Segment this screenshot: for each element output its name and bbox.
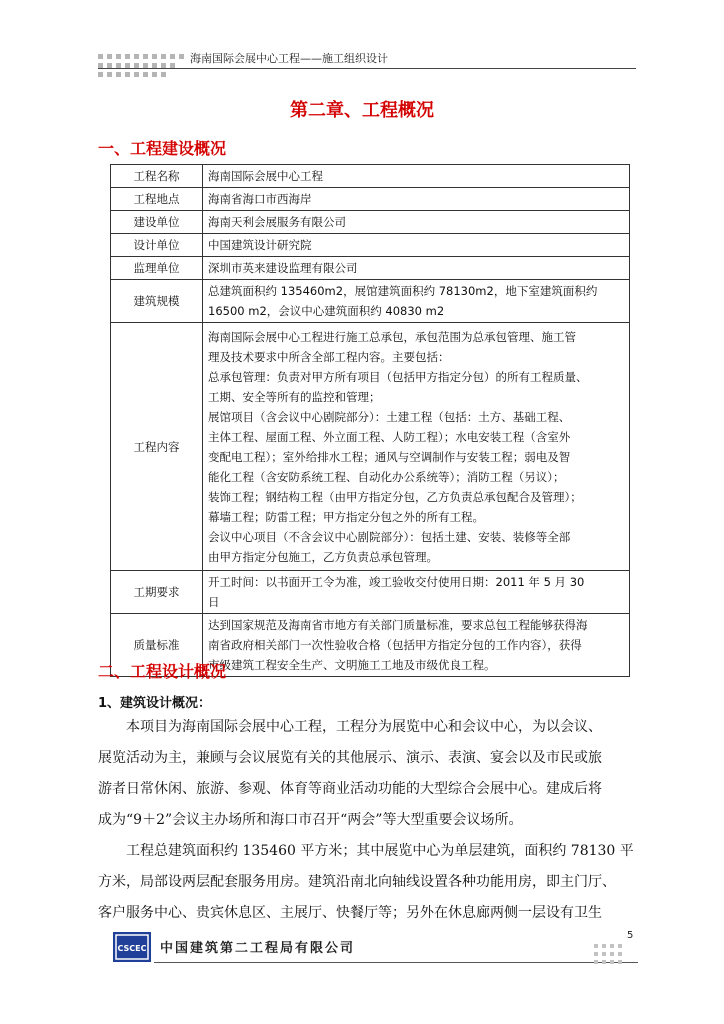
paragraph-line: 游者日常休闲、旅游、参观、体育等商业活动功能的大型综合会展中心。建成后将	[98, 781, 602, 797]
row-label: 建筑规模	[111, 280, 203, 323]
header-divider	[98, 68, 636, 69]
paragraph-line: 工程总建筑面积约 135460 平方米；其中展览中心为单层建筑，面积约 78130 平	[98, 843, 634, 859]
paragraph-area	[98, 836, 638, 929]
table-row	[111, 323, 630, 571]
table-row	[111, 211, 630, 234]
value-line: 深圳市英来建设监理有限公司	[208, 261, 358, 275]
table-row	[111, 571, 630, 614]
paragraph-intro	[98, 712, 638, 836]
row-label: 建设单位	[111, 211, 203, 234]
value-line: 海南省海口市西海岸	[208, 192, 312, 206]
value-line: 会议中心项目（不含会议中心剧院部分）：包括土建、安装、装修等全部	[208, 529, 571, 544]
row-value	[203, 165, 630, 188]
logo-text: CSCEC	[117, 944, 147, 953]
row-value	[203, 211, 630, 234]
value-line: 主体工程、屋面工程、外立面工程、人防工程）；水电安装工程（含室外	[208, 429, 571, 444]
row-label: 工程内容	[111, 323, 203, 571]
company-logo-icon	[113, 932, 151, 962]
value-line: 总建筑面积约 135460m2，展馆建筑面积约 78130m2，地下室建筑面积约	[208, 284, 598, 298]
row-label: 设计单位	[111, 234, 203, 257]
row-label: 工程名称	[111, 165, 203, 188]
row-value	[203, 234, 630, 257]
section-title-design: 二、工程设计概况	[98, 662, 227, 681]
paragraph-line: 客户服务中心、贵宾休息区、主展厅、快餐厅等；另外在休息廊两侧一层设有卫生	[98, 905, 602, 921]
row-label: 监理单位	[111, 257, 203, 280]
value-line: 日	[208, 595, 220, 609]
row-value	[203, 280, 630, 323]
value-line: 开工时间：以书面开工令为准，竣工验收交付使用日期：2011 年 5 月 30	[208, 575, 585, 589]
paragraph-line: 展览活动为主，兼顾与会议展览有关的其他展示、演示、表演、宴会以及市民或旅	[98, 750, 602, 766]
table-row	[111, 234, 630, 257]
footer-divider	[154, 962, 638, 963]
value-line: 由甲方指定分包施工，乙方负责总承包管理。	[208, 549, 438, 564]
table-row	[111, 257, 630, 280]
table-row	[111, 165, 630, 188]
row-value	[203, 257, 630, 280]
row-value	[203, 188, 630, 211]
page-number: 5	[627, 930, 634, 941]
paragraph-line: 本项目为海南国际会展中心工程，工程分为展览中心和会议中心，为以会议、	[98, 719, 602, 735]
footer-company-name: 中国建筑第二工程局有限公司	[160, 941, 356, 956]
value-line: 能化工程（含安防系统工程、自动化办公系统等）；消防工程（另议）；	[208, 469, 565, 484]
value-line: 市级建筑工程安全生产、文明施工工地及市级优良工程。	[208, 658, 496, 672]
value-line: 理及技术要求中所含全部工程内容。主要包括：	[208, 349, 450, 364]
value-line: 展馆项目（含会议中心剧院部分）：土建工程（包括：土方、基础工程、	[208, 409, 571, 424]
value-line: 变配电工程）；室外给排水工程；通风与空调制作与安装工程；弱电及智	[208, 449, 571, 464]
value-line: 达到国家规范及海南省市地方有关部门质量标准，要求总包工程能够获得海	[208, 618, 588, 632]
section-title-overview: 一、工程建设概况	[98, 139, 227, 158]
value-line: 工期、安全等所有的监控和管理；	[208, 389, 381, 404]
row-value	[203, 323, 630, 571]
value-line: 海南天利会展服务有限公司	[208, 215, 346, 229]
value-line: 装饰工程；钢结构工程（由甲方指定分包，乙方负责总承包配合及管理）；	[208, 489, 582, 504]
row-label: 质量标准	[111, 614, 203, 677]
value-line: 南省政府相关部门一次性验收合格（包括甲方指定分包的工作内容），获得	[208, 638, 582, 652]
chapter-title: 第二章、工程概况	[290, 100, 434, 121]
row-label: 工程地点	[111, 188, 203, 211]
footer-grid-decoration-icon	[594, 942, 630, 968]
value-line: 中国建筑设计研究院	[208, 238, 312, 252]
paragraph-line: 方米，局部设两层配套服务用房。建筑沿南北向轴线设置各种功能用房，即主门厅、	[98, 874, 616, 890]
paragraph-line: 成为“9＋2”会议主办场所和海口市召开“两会”等大型重要会议场所。	[98, 812, 523, 828]
row-value	[203, 571, 630, 614]
row-value	[203, 614, 630, 677]
value-line: 16500 m2，会议中心建筑面积约 40830 m2	[208, 304, 445, 318]
subsection-title: 1、建筑设计概况：	[98, 696, 212, 711]
table-row	[111, 188, 630, 211]
project-info-table	[110, 164, 630, 677]
value-line: 总承包管理：负责对甲方所有项目（包括甲方指定分包）的所有工程质量、	[208, 369, 588, 384]
value-line: 幕墙工程；防雷工程；甲方指定分包之外的所有工程。	[208, 509, 484, 524]
row-label: 工期要求	[111, 571, 203, 614]
table-row	[111, 280, 630, 323]
header-grid-decoration-icon	[98, 52, 186, 80]
value-line: 海南国际会展中心工程	[208, 169, 323, 183]
value-line: 海南国际会展中心工程进行施工总承包，承包范围为总承包管理、施工管	[208, 329, 576, 344]
header-title: 海南国际会展中心工程——施工组织设计	[190, 52, 388, 65]
